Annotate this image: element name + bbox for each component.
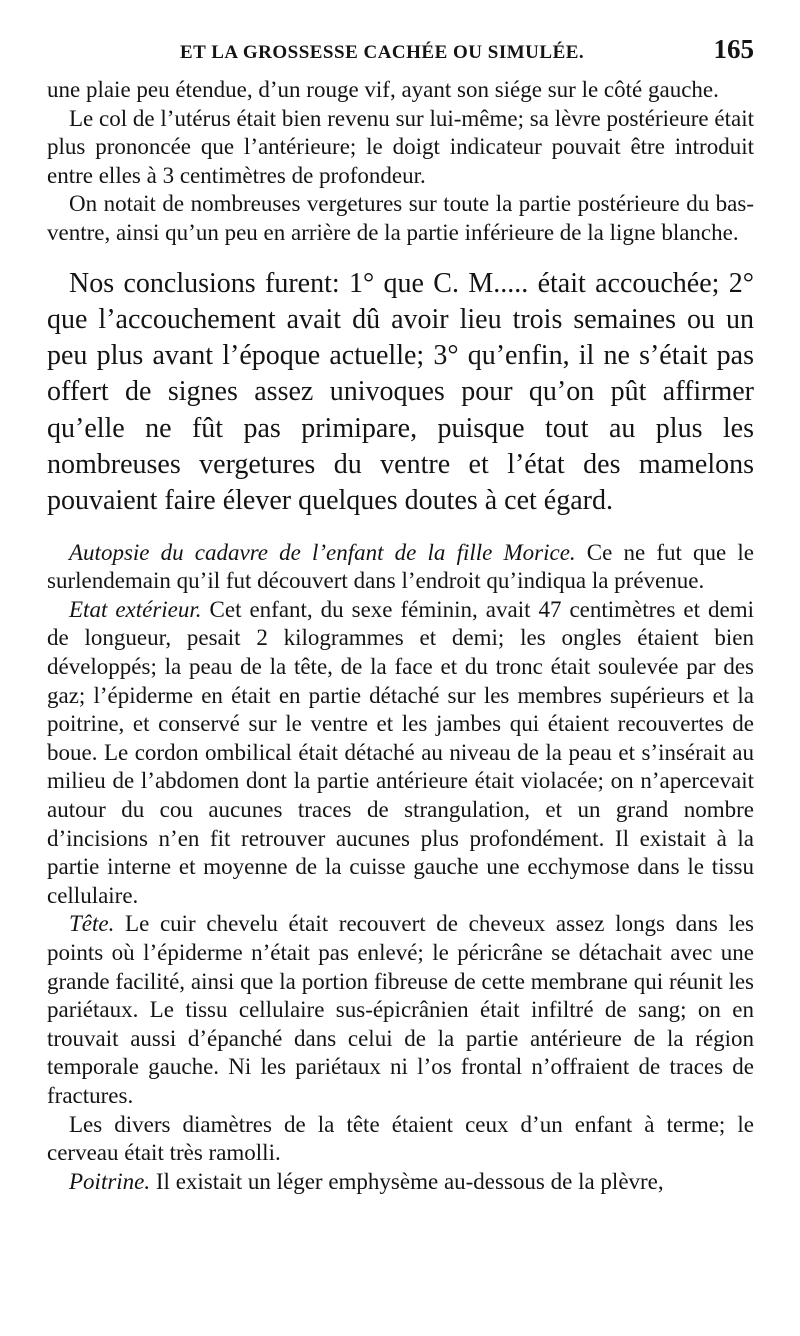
conclusions-paragraph: Nos conclusions furent: 1° que C. M..... était accouchée; 2° que l’accouchement avait dû avoir lieu trois semaines ou un peu plus avant l’époque actuelle; 3° qu’enfin, il ne s’était pas offert de signes assez univoques pour qu’on pût affirmer qu’elle ne fût pas primipare, puisque tout au plus les nombreuses vergetures du ventre et l’état des mamelons pouvaient faire élever quelques doutes à cet égard. bbox=[47, 267, 754, 517]
section-lead-autopsy: Autopsie du cadavre de l’enfant de la fille Morice. bbox=[69, 539, 576, 565]
section-lead-head: Tête. bbox=[69, 911, 115, 937]
section-lead-chest: Poitrine. bbox=[69, 1168, 151, 1194]
paragraph-diameters: Les divers diamètres de la tête étaient ceux d’un enfant à terme; le cerveau était très ramolli. bbox=[47, 1111, 754, 1166]
paragraph-head-text: Le cuir chevelu était recouvert de cheveux assez longs dans les points où l’épiderme n’était pas enlevé; le péricrâne se détachait avec une grande facilité, ainsi que la portion fibreuse de cette membrane qui réunit les pariétaux. Le tissu cellulaire sus-épicrânien était infiltré de sang; on en trouvait aussi d’épanché dans celui de la partie antérieure de la région temporale gauche. Ni les pariétaux ni l’os frontal n’offraient de traces de fractures. bbox=[47, 911, 754, 1108]
page-number: 165 bbox=[713, 34, 754, 64]
paragraph-head bbox=[47, 910, 754, 1110]
running-title: ET LA GROSSESSE CACHÉE OU SIMULÉE. bbox=[180, 42, 585, 63]
page-header bbox=[180, 34, 754, 74]
paragraph-1: une plaie peu étendue, d’un rouge vif, ayant son siége sur le côté gauche. bbox=[47, 77, 719, 102]
section-lead-exterior: Etat extérieur. bbox=[69, 596, 202, 622]
paragraph-exterior bbox=[47, 596, 754, 911]
paragraph-3: On notait de nombreuses vergetures sur toute la partie postérieure du bas-ventre, ainsi qu’un peu en arrière de la partie inférieure de la ligne blanche. bbox=[47, 191, 754, 245]
paragraph-chest-text: Il existait un léger emphysème au-dessous de la plèvre, bbox=[150, 1168, 664, 1194]
paragraph-autopsy-text: Ce ne fut que le surlendemain qu’il fut découvert dans l’endroit qu’indiqua la prévenue. bbox=[47, 539, 754, 594]
paragraph-exterior-text: Cet enfant, du sexe féminin, avait 47 centimètres et demi de longueur, pesait 2 kilogrammes et demi; les ongles étaient bien développés; la peau de la tête, de la face et du tronc était soulevée par des gaz; l’épiderme en était en partie détaché sur les membres supérieurs et la poitrine, et conservé sur le ventre et les jambes qui étaient recouvertes de boue. Le cordon ombilical était détaché au niveau de la peau et s’insérait au milieu de l’abdomen dont la partie antérieure était violacée; on n’apercevait autour du cou aucunes traces de strangulation, et un grand nombre d’incisions n’en fit retrouver aucunes plus profondément. Il existait à la partie interne et moyenne de la cuisse gauche une ecchymose dans le tissu cellulaire. bbox=[47, 596, 755, 908]
paragraph-chest bbox=[47, 1168, 754, 1197]
paragraph-2: Le col de l’utérus était bien revenu sur lui-même; sa lèvre postérieure était plus prononcée que l’antérieure; le doigt indicateur pouvait être introduit entre elles à 3 centimètres de profondeur. bbox=[47, 105, 754, 188]
paragraph-autopsy bbox=[47, 539, 754, 596]
body-text bbox=[47, 76, 754, 1196]
